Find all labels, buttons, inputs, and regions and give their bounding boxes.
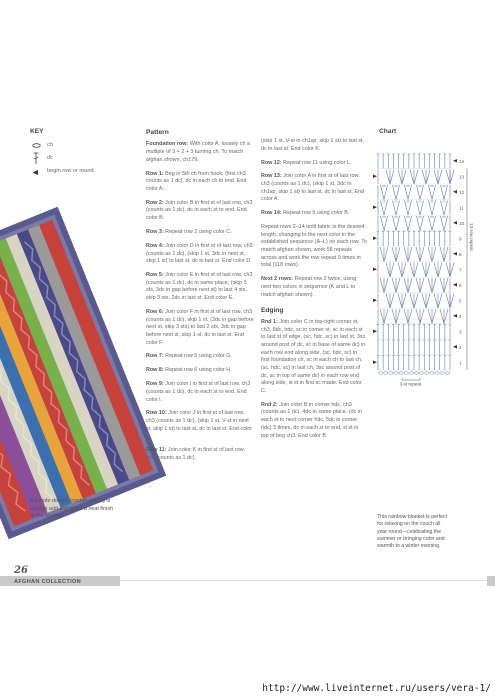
fan-stitch xyxy=(446,263,450,278)
fan-stitch xyxy=(408,309,412,324)
fan-stitch xyxy=(404,309,408,324)
foundation-chain xyxy=(409,372,413,374)
foundation-chain xyxy=(383,372,387,374)
edging-round: Rnd 1: Join color C in top-right corner st, ch3, 5dc, hdc, sc in corner st, sc in each st to last st of edge, (sc, hdc, sc) in last st, 3sc around post of dc, sc in base of same dc) in each row end along side, (sc, hdc, sc) in first foundation ch, sc in each ch to last ch, (sc, hdc, sc) in last ch, 3sc around post of dc, sc in top of same dc) in each row end along side, sl st in first sc made. End color C. xyxy=(261,318,366,394)
pattern-row: Row 5: Join color E in first st of last row, ch3 (counts as 1 dc), dc in same place, (skip 3 sts, 3dc in gap before next st) to last 4 sts, skip 3 sts, 2dc in last st. End color E. xyxy=(146,272,253,302)
foundation-chain xyxy=(414,372,418,374)
fan-stitch xyxy=(422,263,426,278)
v-stitch xyxy=(381,216,385,231)
key-item-ch xyxy=(30,142,120,150)
chain-oval-icon xyxy=(30,143,42,148)
fan-stitch xyxy=(384,309,388,324)
pattern-row: Next 2 rows: Repeat row 2 twice, using next two colors in sequence (K and L to match afghan shown). xyxy=(261,276,357,298)
v-stitch xyxy=(420,216,424,231)
pattern-row: Row 13: Join color A in first st of last row, ch3 (counts as 1 dc), (skip 1 st, 3dc in ch1sp, skip 1 st) to last st, dc in last st. End color A. xyxy=(261,173,365,203)
fan-stitch xyxy=(408,278,412,293)
pattern-title: Pattern xyxy=(146,129,169,136)
fan-stitch xyxy=(416,278,420,293)
v-stitch xyxy=(396,216,400,231)
arrow-right-icon xyxy=(373,329,377,333)
foundation-chain xyxy=(425,372,429,374)
arrow-left-icon xyxy=(453,190,457,194)
v-stitch xyxy=(417,185,421,200)
v-stitch xyxy=(396,201,400,216)
fan-stitch xyxy=(386,263,390,278)
arrow-right-icon xyxy=(373,267,377,271)
fan-stitch xyxy=(398,170,402,185)
v-stitch xyxy=(429,216,433,231)
foundation-chain xyxy=(394,372,398,374)
chart-caption: This rainbow blanket is perfect for relaxing on the couch all year round—celebrating the summer or bringing color and warmth to a winter evening. xyxy=(377,514,448,550)
fan-stitch xyxy=(446,170,450,185)
v-stitch xyxy=(408,201,412,216)
chain-stitch xyxy=(407,185,410,187)
pattern-row: Row 14: Repeat row 9 using color B. xyxy=(261,210,350,217)
fan-stitch xyxy=(380,309,384,324)
chain-stitch xyxy=(383,216,386,218)
arrow-right-icon xyxy=(373,360,377,364)
chart-title: Chart xyxy=(379,128,397,135)
arrow-left-icon xyxy=(453,314,457,318)
fan-stitch xyxy=(440,278,444,293)
chart-row-number: 4 xyxy=(459,313,462,319)
chain-stitch xyxy=(431,201,434,203)
fan-stitch xyxy=(432,247,436,262)
v-stitch xyxy=(441,216,445,231)
fan-stitch xyxy=(386,170,390,185)
key-item-dc xyxy=(30,152,120,165)
v-stitch xyxy=(441,201,445,216)
fan-stitch xyxy=(416,309,420,324)
arrow-left-icon xyxy=(453,252,457,256)
footer-end-bar xyxy=(487,576,495,586)
chart-row-number: 13 xyxy=(459,174,465,180)
fan-stitch xyxy=(398,294,402,309)
page-number: 26 xyxy=(14,565,28,576)
fan-stitch xyxy=(402,170,406,185)
fan-stitch xyxy=(392,309,396,324)
v-stitch xyxy=(429,185,433,200)
pattern-row: Row 8: Repeat row 6 using color H. xyxy=(146,367,232,374)
fan-stitch xyxy=(422,294,426,309)
pattern-row: Row 12: Repeat row 11 using color L. xyxy=(261,159,352,166)
blanket-photo xyxy=(0,196,120,496)
pattern-row: Row 2: Join color B in first st of last row, ch3 (counts as 1 dc), dc in each st to end. End color B. xyxy=(146,199,253,222)
v-stitch xyxy=(444,201,448,216)
chain-stitch xyxy=(443,201,446,203)
pattern-row: Row 4: Join color D in first st of last row, ch3 (counts as 1 dc), (skip 1 st, 3dc in next st, skip 1 st) to last st, dc in last st. End color D. xyxy=(146,242,253,265)
chart-row-number: 3 xyxy=(459,329,462,335)
fan-stitch xyxy=(396,309,400,324)
fan-stitch xyxy=(440,247,444,262)
fan-stitch xyxy=(402,263,406,278)
fan-stitch xyxy=(440,309,444,324)
chain-stitch xyxy=(395,201,398,203)
fan-stitch xyxy=(422,170,426,185)
v-stitch xyxy=(432,216,436,231)
fan-stitch xyxy=(444,278,448,293)
key-label: begin row or round xyxy=(47,168,94,175)
chart-row-number: 6 xyxy=(459,282,462,288)
fan-stitch xyxy=(414,263,418,278)
arrow-left-icon xyxy=(453,345,457,349)
photo-caption: A simple double crochet edging is easy to add and gives a neat finish to the blanket. xyxy=(30,498,114,520)
fan-stitch xyxy=(404,278,408,293)
fan-stitch xyxy=(396,247,400,262)
key-label: dc xyxy=(47,155,53,162)
fan-stitch xyxy=(426,170,430,185)
fan-stitch xyxy=(428,247,432,262)
foundation-chain xyxy=(389,372,393,374)
v-stitch xyxy=(405,201,409,216)
fan-stitch xyxy=(420,309,424,324)
v-stitch xyxy=(429,201,433,216)
fan-stitch xyxy=(432,309,436,324)
chart-row-number: 11 xyxy=(459,205,464,211)
fan-stitch xyxy=(408,247,412,262)
chart-row-number: 1 xyxy=(459,360,462,366)
pattern-column-2 xyxy=(261,138,367,446)
v-stitch xyxy=(384,201,388,216)
v-stitch xyxy=(396,185,400,200)
foundation-chain xyxy=(419,372,423,374)
v-stitch xyxy=(381,185,385,200)
v-stitch xyxy=(408,185,412,200)
chain-stitch xyxy=(443,216,446,218)
pattern-repeat-note: Repeat rows 2–14 until fabric is the desired length, changing to the next color in the established sequence (A–L) on each row. To match afghan shown, work 58 repeats across and work the row repeat 9 times in total (118 rows). xyxy=(261,224,367,269)
fan-stitch xyxy=(450,263,454,278)
chain-stitch xyxy=(383,201,386,203)
foundation-chain xyxy=(430,372,434,374)
foundation-chain xyxy=(378,372,382,374)
arrow-right-icon xyxy=(373,205,377,209)
edging-title: Edging xyxy=(261,306,284,314)
chain-stitch xyxy=(383,185,386,187)
fan-stitch xyxy=(386,294,390,309)
v-stitch xyxy=(441,185,445,200)
chain-stitch xyxy=(407,216,410,218)
chart-row-number: 7 xyxy=(459,267,462,273)
chain-stitch xyxy=(431,185,434,187)
v-stitch xyxy=(393,201,397,216)
v-stitch xyxy=(405,185,409,200)
fan-stitch xyxy=(384,247,388,262)
fan-stitch xyxy=(432,278,436,293)
arrow-right-icon xyxy=(373,298,377,302)
arrow-right-icon xyxy=(373,174,377,178)
v-stitch xyxy=(381,201,385,216)
fan-stitch xyxy=(420,247,424,262)
repeat-label: 3-st repeat xyxy=(399,381,422,387)
section-label: AFGHAN COLLECTION xyxy=(14,579,81,585)
pattern-row: Row 9: Join color I in first st of last row, ch3 (counts as 1 dc), dc in each st to end. End color I. xyxy=(146,381,251,403)
pattern-row: Row 6: Join color F in first st of last row, ch3 (counts as 1 dc), skip 1 st, (3dc in gap before next st, skip 3 sts) to last 2 sts, 3dc in gap before next st, skip 1 st, dc in last st. End color F. xyxy=(146,308,254,346)
foundation-chain xyxy=(445,372,449,374)
watermark-url: http://www.liveinternet.ru/users/vera-1/ xyxy=(262,683,491,694)
foundation-chain xyxy=(404,372,408,374)
fan-stitch xyxy=(414,170,418,185)
chain-stitch xyxy=(419,201,422,203)
fan-stitch xyxy=(444,309,448,324)
edging-round: Rnd 2: Join color B in corner hdc, ch3 (counts as 1 dc), 4dc in same place, (dc in each st to next corner hdc, 5dc in corner hdc) 3 times, dc in each st to end, sl st in top of beg ch3. End color B. xyxy=(261,401,362,439)
v-stitch xyxy=(432,185,436,200)
chain-stitch xyxy=(419,185,422,187)
fan-stitch xyxy=(416,247,420,262)
fan-stitch xyxy=(450,170,454,185)
pattern-row: Row 1: Beg in 5th ch from hook, (first ch3 counts as 1 dc), dc in each ch to end. End color A. xyxy=(146,170,247,192)
chain-stitch xyxy=(419,216,422,218)
footer-divider xyxy=(120,580,495,581)
key-title: KEY xyxy=(30,128,44,135)
chart-row-number: 5 xyxy=(459,298,462,304)
fan-stitch xyxy=(438,263,442,278)
fan-stitch xyxy=(426,263,430,278)
chain-stitch xyxy=(407,201,410,203)
foundation-chain xyxy=(435,372,439,374)
stitch-chart-diagram xyxy=(372,147,472,387)
fan-stitch xyxy=(434,170,438,185)
fan-stitch xyxy=(402,294,406,309)
arrow-right-icon xyxy=(373,236,377,240)
fan-stitch xyxy=(444,247,448,262)
pattern-row: Row 7: Repeat row 5 using color G. xyxy=(146,353,232,360)
key-item-begin xyxy=(30,168,120,176)
fan-stitch xyxy=(410,263,414,278)
foundation-chain xyxy=(399,372,403,374)
v-stitch xyxy=(420,201,424,216)
v-stitch xyxy=(420,185,424,200)
chart-row-number: 14 xyxy=(459,158,465,164)
pattern-row-continued: (skip 1 st, V-st in ch1sp, skip 1 st) to last st, dc in last st. End color K. xyxy=(261,138,365,152)
stitch-key xyxy=(30,128,120,179)
row-repeat-label: 13-row repeat xyxy=(469,223,474,251)
v-stitch xyxy=(432,201,436,216)
arrow-left-icon xyxy=(453,283,457,287)
fan-stitch xyxy=(428,278,432,293)
chart-row-number: 9 xyxy=(459,236,462,242)
fan-stitch xyxy=(450,294,454,309)
v-stitch xyxy=(408,216,412,231)
pattern-row: Foundation row: With color A, loosely ch a multiple of 3 + 2 + 3 turning ch. To match afghan shown, ch179. xyxy=(146,141,250,163)
key-label: ch xyxy=(47,141,53,148)
fan-stitch xyxy=(438,170,442,185)
fan-stitch xyxy=(396,278,400,293)
fan-stitch xyxy=(380,247,384,262)
pattern-row: Row 10: Join color J in first st of last row, ch3 (counts as 1 dc), (skip 1 st, V-st in next st, skip 1 st) to last st, dc in last st. End color J. xyxy=(146,410,253,440)
v-stitch xyxy=(405,216,409,231)
v-stitch xyxy=(384,185,388,200)
stitch-chart xyxy=(372,147,472,387)
chain-stitch xyxy=(395,185,398,187)
fan-stitch xyxy=(404,247,408,262)
fan-stitch xyxy=(410,294,414,309)
arrow-left-icon xyxy=(30,170,42,175)
v-stitch xyxy=(417,216,421,231)
chain-stitch xyxy=(443,185,446,187)
chart-row-number: 2 xyxy=(459,344,462,350)
fan-stitch xyxy=(438,294,442,309)
fan-stitch xyxy=(390,263,394,278)
v-stitch xyxy=(417,201,421,216)
chart-row-number: 8 xyxy=(459,251,462,257)
foundation-chain xyxy=(440,372,444,374)
fan-stitch xyxy=(390,170,394,185)
fan-stitch xyxy=(446,294,450,309)
fan-stitch xyxy=(420,278,424,293)
fan-stitch xyxy=(384,278,388,293)
fan-stitch xyxy=(392,247,396,262)
v-stitch xyxy=(393,185,397,200)
double-crochet-icon xyxy=(30,152,42,165)
arrow-left-icon xyxy=(453,221,457,225)
pattern-column-1 xyxy=(146,128,254,469)
chart-row-number: 12 xyxy=(459,189,465,195)
v-stitch xyxy=(393,216,397,231)
fan-stitch xyxy=(410,170,414,185)
chart-row-number: 10 xyxy=(459,220,465,226)
fan-stitch xyxy=(434,263,438,278)
fan-stitch xyxy=(428,309,432,324)
fan-stitch xyxy=(392,278,396,293)
pattern-row: Row 3: Repeat row 2 using color C. xyxy=(146,228,232,235)
arrow-left-icon xyxy=(453,159,457,163)
chain-stitch xyxy=(431,216,434,218)
fan-stitch xyxy=(414,294,418,309)
v-stitch xyxy=(444,185,448,200)
v-stitch xyxy=(384,216,388,231)
chain-stitch xyxy=(395,216,398,218)
fan-stitch xyxy=(426,294,430,309)
fan-stitch xyxy=(390,294,394,309)
fan-stitch xyxy=(434,294,438,309)
fan-stitch xyxy=(398,263,402,278)
v-stitch xyxy=(444,216,448,231)
fan-stitch xyxy=(380,278,384,293)
pattern-row: Row 11: Join color K in first st of last row, ch3 (counts as 1 dc), xyxy=(146,447,245,461)
